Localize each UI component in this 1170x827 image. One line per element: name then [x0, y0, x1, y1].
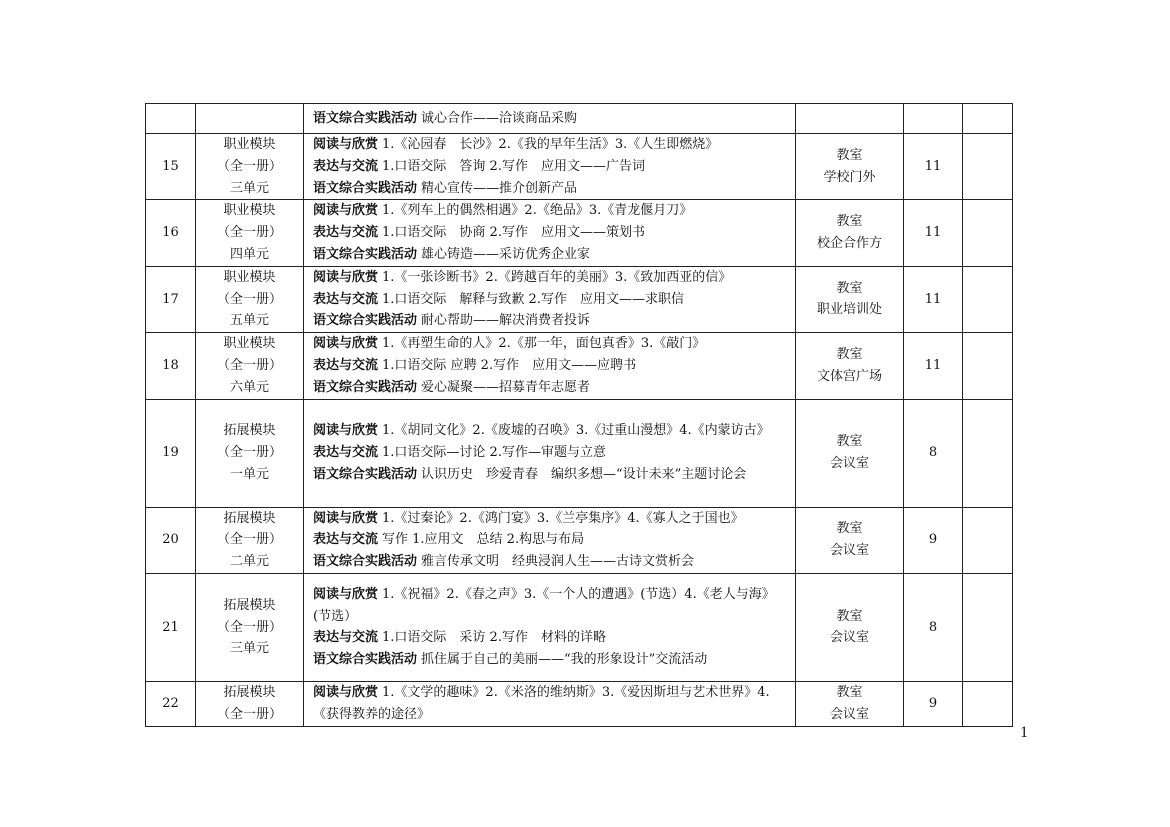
row-number-cell: 20 — [146, 507, 196, 573]
page-number: 1 — [1020, 724, 1028, 741]
module-line: 拓展模块 — [223, 684, 276, 700]
row-number-cell: 22 — [146, 681, 196, 726]
content-item — [313, 156, 791, 178]
row-number-cell: 18 — [146, 333, 196, 399]
content-item — [313, 377, 791, 399]
content-item — [313, 267, 791, 289]
row-number-cell: 15 — [146, 134, 196, 200]
module-line: （全一册） — [216, 225, 282, 241]
content-text: 1.《再塑生命的人》2.《那一年，面包真香》3.《敲门》 — [382, 336, 706, 352]
content-text: 耐心帮助——解决消费者投诉 — [421, 313, 591, 329]
location-line: 会议室 — [829, 630, 869, 646]
module-line: 拓展模块 — [223, 597, 276, 613]
module-cell — [196, 333, 304, 399]
table-row — [146, 200, 1013, 266]
content-text: 1.口语交际 解释与致歉 2.写作 应用文——求职信 — [382, 291, 684, 307]
module-cell — [196, 507, 304, 573]
content-item — [313, 244, 791, 266]
module-line: 六单元 — [229, 379, 269, 395]
content-heading: 阅读与欣赏 — [313, 137, 379, 152]
content-heading: 语文综合实践活动 — [313, 313, 418, 329]
content-heading: 语文综合实践活动 — [313, 379, 418, 395]
location-cell — [796, 399, 904, 507]
module-line: （全一册） — [216, 357, 282, 373]
module-line: 二单元 — [229, 554, 269, 570]
location-line: 教室 — [836, 434, 863, 450]
content-cell — [304, 573, 796, 681]
content-heading: 阅读与欣赏 — [313, 510, 379, 526]
extra-cell — [963, 573, 1013, 681]
module-line: 职业模块 — [223, 203, 276, 219]
content-item — [313, 464, 791, 486]
location-line: 学校门外 — [823, 169, 876, 185]
location-cell — [796, 200, 904, 266]
location-cell — [796, 507, 904, 573]
location-cell — [796, 681, 904, 726]
extra-cell — [963, 266, 1013, 332]
content-cell — [304, 266, 796, 332]
location-cell — [796, 134, 904, 200]
module-line: 职业模块 — [223, 336, 276, 352]
content-heading: 语文综合实践活动 — [313, 246, 418, 262]
content-item — [313, 420, 791, 442]
content-item — [313, 551, 791, 573]
module-cell — [196, 573, 304, 681]
content-text: 1.《过秦论》2.《鸿门宴》3.《兰亭集序》4.《寡人之于国也》 — [382, 510, 744, 526]
content-item — [313, 333, 791, 355]
content-item — [313, 134, 791, 156]
location-cell — [796, 104, 904, 134]
content-heading: 表达与交流 — [313, 630, 379, 646]
table-row — [146, 573, 1013, 681]
content-heading: 语文综合实践活动 — [313, 180, 418, 196]
module-cell — [196, 134, 304, 200]
hours-cell: 8 — [904, 573, 963, 681]
content-item — [313, 442, 791, 464]
extra-cell — [963, 333, 1013, 399]
content-text: 雅言传承文明 经典浸润人生——古诗文赏析会 — [421, 554, 695, 570]
extra-cell — [963, 507, 1013, 573]
content-text: 1.《祝福》2.《春之声》3.《一个人的遭遇》(节选）4.《老人与海》(节选） — [313, 586, 775, 624]
module-cell — [196, 104, 304, 134]
location-line: 会议室 — [829, 706, 869, 722]
content-text: 写作 1.应用文 总结 2.构思与布局 — [382, 532, 585, 548]
content-heading: 语文综合实践活动 — [313, 466, 418, 482]
module-line: 拓展模块 — [223, 423, 276, 439]
content-text: 1.口语交际 答询 2.写作 应用文——广告词 — [382, 158, 645, 174]
row-number-cell: 17 — [146, 266, 196, 332]
content-cell — [304, 681, 796, 726]
table-row — [146, 333, 1013, 399]
content-text: 认识历史 珍爱青春 编织多想—“设计未来”主题讨论会 — [421, 466, 747, 482]
content-text: 爱心凝聚——招募青年志愿者 — [421, 379, 591, 395]
table-body — [146, 104, 1013, 727]
extra-cell — [963, 681, 1013, 726]
content-item — [313, 529, 791, 551]
content-cell — [304, 333, 796, 399]
module-cell — [196, 266, 304, 332]
module-line: （全一册） — [216, 532, 282, 548]
module-line: （全一册） — [216, 619, 282, 635]
extra-cell — [963, 399, 1013, 507]
content-item — [313, 649, 791, 671]
location-line: 教室 — [836, 280, 863, 296]
content-item — [313, 289, 791, 311]
content-cell — [304, 399, 796, 507]
content-text: 抓住属于自己的美丽——“我的形象设计”交流活动 — [421, 652, 708, 668]
content-heading: 阅读与欣赏 — [313, 203, 379, 219]
module-line: 三单元 — [229, 641, 269, 657]
hours-cell: 9 — [904, 507, 963, 573]
location-cell — [796, 266, 904, 332]
content-text: 1.《一张诊断书》2.《跨越百年的美丽》3.《致加西亚的信》 — [382, 269, 732, 285]
module-line: （全一册） — [216, 158, 282, 174]
content-heading: 阅读与欣赏 — [313, 336, 379, 352]
content-text: 诚心合作——洽谈商品采购 — [421, 110, 578, 126]
hours-cell — [904, 104, 963, 134]
row-number-cell: 19 — [146, 399, 196, 507]
module-line: 拓展模块 — [223, 510, 276, 526]
location-line: 会议室 — [829, 456, 869, 472]
content-item — [313, 584, 791, 628]
location-line: 会议室 — [829, 543, 869, 559]
row-number-cell: 16 — [146, 200, 196, 266]
module-line: 职业模块 — [223, 137, 276, 152]
table-row — [146, 104, 1013, 134]
location-line: 校企合作方 — [816, 236, 882, 252]
location-cell — [796, 333, 904, 399]
content-text: 1.《沁园春 长沙》2.《我的早年生活》3.《人生即燃烧》 — [382, 137, 719, 152]
module-line: （全一册） — [216, 706, 282, 722]
module-cell — [196, 399, 304, 507]
content-heading: 表达与交流 — [313, 158, 379, 174]
content-item — [313, 508, 791, 530]
content-text: 1.口语交际 协商 2.写作 应用文——策划书 — [382, 225, 645, 241]
content-heading: 表达与交流 — [313, 225, 379, 241]
content-heading: 阅读与欣赏 — [313, 684, 379, 700]
content-cell — [304, 200, 796, 266]
module-line: 五单元 — [229, 313, 269, 329]
content-cell — [304, 507, 796, 573]
content-text: 1.《列车上的偶然相遇》2.《绝品》3.《青龙偃月刀》 — [382, 203, 693, 219]
table-row — [146, 399, 1013, 507]
table-row — [146, 507, 1013, 573]
content-cell — [304, 134, 796, 200]
location-cell — [796, 573, 904, 681]
location-line: 文体宫广场 — [816, 368, 882, 384]
content-heading: 阅读与欣赏 — [313, 269, 379, 285]
location-line: 教室 — [836, 147, 863, 163]
content-heading: 表达与交流 — [313, 291, 379, 307]
location-line: 教室 — [836, 347, 863, 363]
location-line: 教室 — [836, 214, 863, 230]
content-item — [313, 178, 791, 200]
content-item — [313, 682, 791, 726]
hours-cell: 11 — [904, 134, 963, 200]
hours-cell: 9 — [904, 681, 963, 726]
content-heading: 表达与交流 — [313, 357, 379, 373]
hours-cell: 11 — [904, 200, 963, 266]
location-line: 教室 — [836, 608, 863, 624]
content-text: 雄心铸造——采访优秀企业家 — [421, 246, 591, 262]
module-line: 四单元 — [229, 246, 269, 262]
content-item — [313, 627, 791, 649]
location-line: 教室 — [836, 684, 863, 700]
content-heading: 语文综合实践活动 — [313, 652, 418, 668]
module-cell — [196, 681, 304, 726]
content-item — [313, 222, 791, 244]
row-number-cell — [146, 104, 196, 134]
module-line: 职业模块 — [223, 269, 276, 285]
row-number-cell: 21 — [146, 573, 196, 681]
module-line: 三单元 — [229, 180, 269, 196]
content-item — [313, 108, 791, 130]
content-text: 1.《文学的趣味》2.《米洛的维纳斯》3.《爱因斯坦与艺术世界》4.《获得教养的途径》 — [313, 684, 770, 722]
content-heading: 语文综合实践活动 — [313, 554, 418, 570]
content-text: 1.《胡同文化》2.《废墟的召唤》3.《过重山漫想》4.《内蒙访古》 — [382, 423, 770, 439]
content-item — [313, 355, 791, 377]
module-line: （全一册） — [216, 445, 282, 461]
module-line: 一单元 — [229, 466, 269, 482]
content-item — [313, 200, 791, 222]
table-row — [146, 266, 1013, 332]
content-text: 1.口语交际 采访 2.写作 材料的详略 — [382, 630, 606, 646]
content-text: 1.口语交际 应聘 2.写作 应用文——应聘书 — [382, 357, 637, 373]
extra-cell — [963, 104, 1013, 134]
module-line: （全一册） — [216, 291, 282, 307]
content-text: 精心宣传——推介创新产品 — [421, 180, 578, 196]
content-heading: 阅读与欣赏 — [313, 423, 379, 439]
extra-cell — [963, 134, 1013, 200]
hours-cell: 8 — [904, 399, 963, 507]
module-cell — [196, 200, 304, 266]
hours-cell: 11 — [904, 333, 963, 399]
table-row — [146, 134, 1013, 200]
content-heading: 表达与交流 — [313, 532, 379, 548]
content-item — [313, 310, 791, 332]
content-heading: 语文综合实践活动 — [313, 110, 418, 126]
content-cell — [304, 104, 796, 134]
content-text: 1.口语交际—讨论 2.写作—审题与立意 — [382, 445, 606, 461]
content-heading: 阅读与欣赏 — [313, 586, 379, 602]
content-heading: 表达与交流 — [313, 445, 379, 461]
course-plan-table — [145, 103, 1013, 727]
table-row — [146, 681, 1013, 726]
location-line: 教室 — [836, 521, 863, 537]
hours-cell: 11 — [904, 266, 963, 332]
location-line: 职业培训处 — [816, 302, 882, 318]
extra-cell — [963, 200, 1013, 266]
